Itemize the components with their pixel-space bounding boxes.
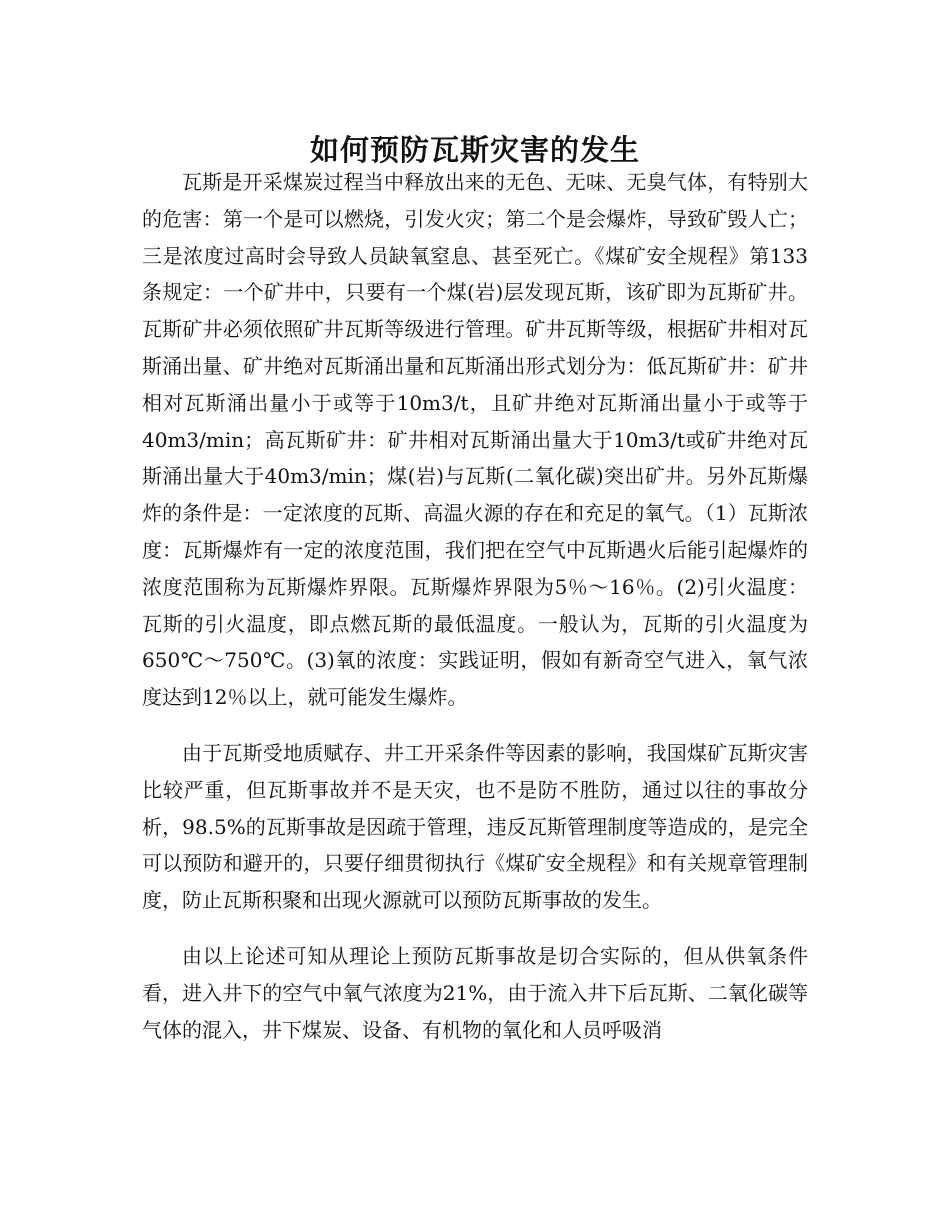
paragraph-3: 由以上论述可知从理论上预防瓦斯事故是切合实际的，但从供氧条件看，进入井下的空气中氧气浓度为21%，由于流入井下后瓦斯、二氧化碳等气体的混入，井下煤炭、设备、有机物的氧化和人员呼吸消 [142,943,808,1042]
document-title: 如何预防瓦斯灾害的发生 [309,133,640,168]
paragraph-2: 由于瓦斯受地质赋存、井工开采条件等因素的影响，我国煤矿瓦斯灾害比较严重，但瓦斯事故并不是天灾，也不是防不胜防，通过以往的事故分析，98.5%的瓦斯事故是因疏于管理，违反瓦斯管理制度等造成的，是完全可以预防和避开的，只要仔细贯彻执行《煤矿安全规程》和有关规章管理制度，防止瓦斯积聚和出现火源就可以预防瓦斯事故的发生。 [142,740,808,913]
document-body [142,164,808,1048]
paragraph-1: 瓦斯是开采煤炭过程当中释放出来的无色、无味、无臭气体，有特别大的危害：第一个是可以燃烧，引发火灾；第二个是会爆炸，导致矿毁人亡；三是浓度过高时会导致人员缺氧窒息、甚至死亡。《煤矿安全规程》第133条规定：一个矿井中，只要有一个煤(岩)层发现瓦斯，该矿即为瓦斯矿井。瓦斯矿井必须依照矿井瓦斯等级进行管理。矿井瓦斯等级，根据矿井相对瓦斯涌出量、矿井绝对瓦斯涌出量和瓦斯涌出形式划分为：低瓦斯矿井：矿井相对瓦斯涌出量小于或等于10m3/t，且矿井绝对瓦斯涌出量小于或等于40m3/min；高瓦斯矿井：矿井相对瓦斯涌出量大于10m3/t或矿井绝对瓦斯涌出量大于40m3/min；煤(岩)与瓦斯(二氧化碳)突出矿井。另外瓦斯爆炸的条件是：一定浓度的瓦斯、高温火源的存在和充足的氧气。（1）瓦斯浓度：瓦斯爆炸有一定的浓度范围，我们把在空气中瓦斯遇火后能引起爆炸的浓度范围称为瓦斯爆炸界限。瓦斯爆炸界限为5％～16％。(2)引火温度：瓦斯的引火温度，即点燃瓦斯的最低温度。一般认为，瓦斯的引火温度为650℃～750℃。(3)氧的浓度：实践证明，假如有新奇空气进入，氧气浓度达到12％以上，就可能发生爆炸。 [142,170,808,710]
